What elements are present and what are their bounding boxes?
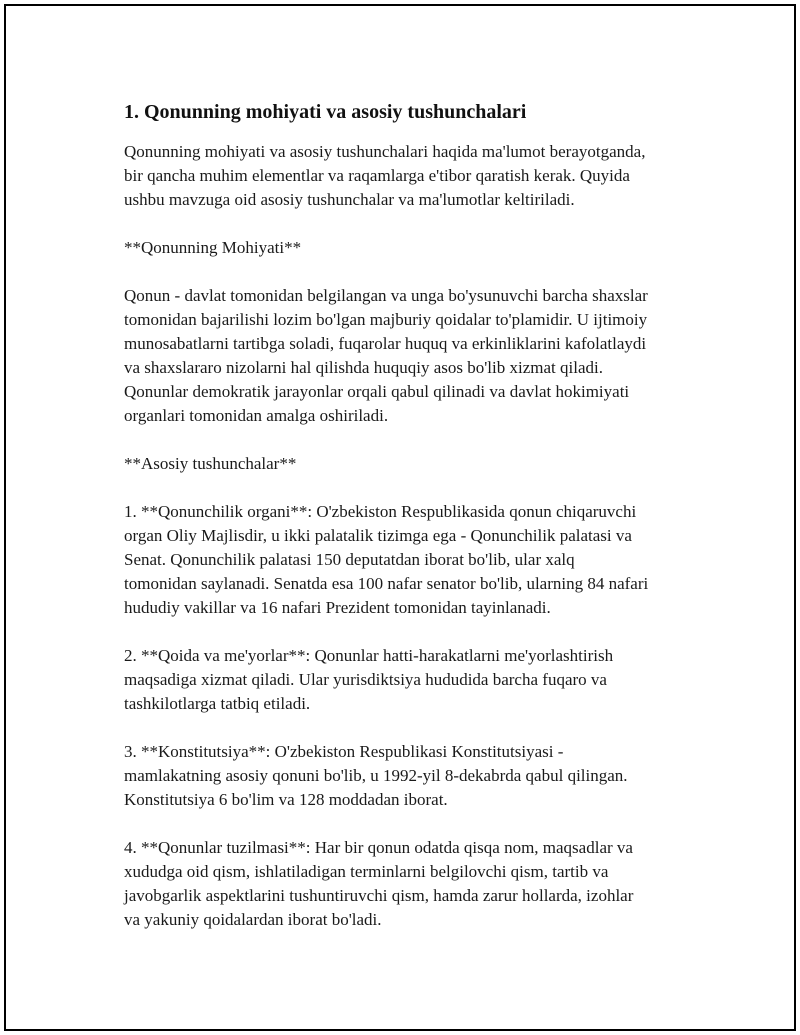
- section-heading: 1. Qonunning mohiyati va asosiy tushunchalari: [124, 101, 527, 123]
- text-line: **Asosiy tushunchalar**: [124, 454, 297, 473]
- text-line: **Qonunning Mohiyati**: [124, 238, 302, 257]
- subheading-mohiyati: [124, 236, 714, 260]
- text-line: tomonidan bajarilishi lozim bo'lgan majburiy qoidalar to'plamidir. U ijtimoiy: [124, 310, 648, 329]
- text-line: Qonun - davlat tomonidan belgilangan va unga bo'ysunuvchi barcha shaxslar: [124, 286, 648, 305]
- list-item-3: [124, 740, 714, 812]
- text-line: tashkilotlarga tatbiq etiladi.: [124, 694, 311, 713]
- text-line: xududga oid qism, ishlatiladigan terminlarni belgilovchi qism, tartib va: [124, 862, 609, 881]
- page-frame: [4, 4, 796, 1031]
- subheading-tushunchalar: [124, 452, 714, 476]
- text-line: mamlakatning asosiy qonuni bo'lib, u 1992-yil 8-dekabrda qabul qilingan.: [124, 766, 628, 785]
- text-line: organlari tomonidan amalga oshiriladi.: [124, 406, 389, 425]
- text-line: Senat. Qonunchilik palatasi 150 deputatdan iborat bo'lib, ular xalq: [124, 550, 575, 569]
- text-line: maqsadiga xizmat qiladi. Ular yurisdiktsiya hududida barcha fuqaro va: [124, 670, 607, 689]
- list-item-4: [124, 836, 714, 932]
- text-line: Qonunning mohiyati va asosiy tushunchalari haqida ma'lumot berayotganda,: [124, 142, 646, 161]
- text-line: 1. **Qonunchilik organi**: O'zbekiston Respublikasida qonun chiqaruvchi: [124, 502, 637, 521]
- text-line: va shaxslararo nizolarni hal qilishda huquqiy asos bo'lib xizmat qiladi.: [124, 358, 603, 377]
- text-line: javobgarlik aspektlarini tushuntiruvchi qism, hamda zarur hollarda, izohlar: [124, 886, 634, 905]
- document-body: [124, 98, 714, 956]
- paragraph-intro: [124, 140, 714, 212]
- text-line: 4. **Qonunlar tuzilmasi**: Har bir qonun odatda qisqa nom, maqsadlar va: [124, 838, 633, 857]
- text-line: organ Oliy Majlisdir, u ikki palatalik tizimga ega - Qonunchilik palatasi va: [124, 526, 632, 545]
- text-line: 2. **Qoida va me'yorlar**: Qonunlar hatti-harakatlarni me'yorlashtirish: [124, 646, 614, 665]
- text-line: bir qancha muhim elementlar va raqamlarga e'tibor qaratish kerak. Quyida: [124, 166, 630, 185]
- text-line: va yakuniy qoidalardan iborat bo'ladi.: [124, 910, 382, 929]
- text-line: Qonunlar demokratik jarayonlar orqali qabul qilinadi va davlat hokimiyati: [124, 382, 630, 401]
- text-line: munosabatlarni tartibga soladi, fuqarolar huquq va erkinliklarini kafolatlaydi: [124, 334, 647, 353]
- list-item-1: [124, 500, 714, 620]
- paragraph-definition: [124, 284, 714, 428]
- list-item-2: [124, 644, 714, 716]
- text-line: ushbu mavzuga oid asosiy tushunchalar va ma'lumotlar keltiriladi.: [124, 190, 575, 209]
- text-line: Konstitutsiya 6 bo'lim va 128 moddadan iborat.: [124, 790, 448, 809]
- text-line: hududiy vakillar va 16 nafari Prezident tomonidan tayinlanadi.: [124, 598, 551, 617]
- text-line: 3. **Konstitutsiya**: O'zbekiston Respublikasi Konstitutsiyasi -: [124, 742, 564, 761]
- text-line: tomonidan saylanadi. Senatda esa 100 nafar senator bo'lib, ularning 84 nafari: [124, 574, 649, 593]
